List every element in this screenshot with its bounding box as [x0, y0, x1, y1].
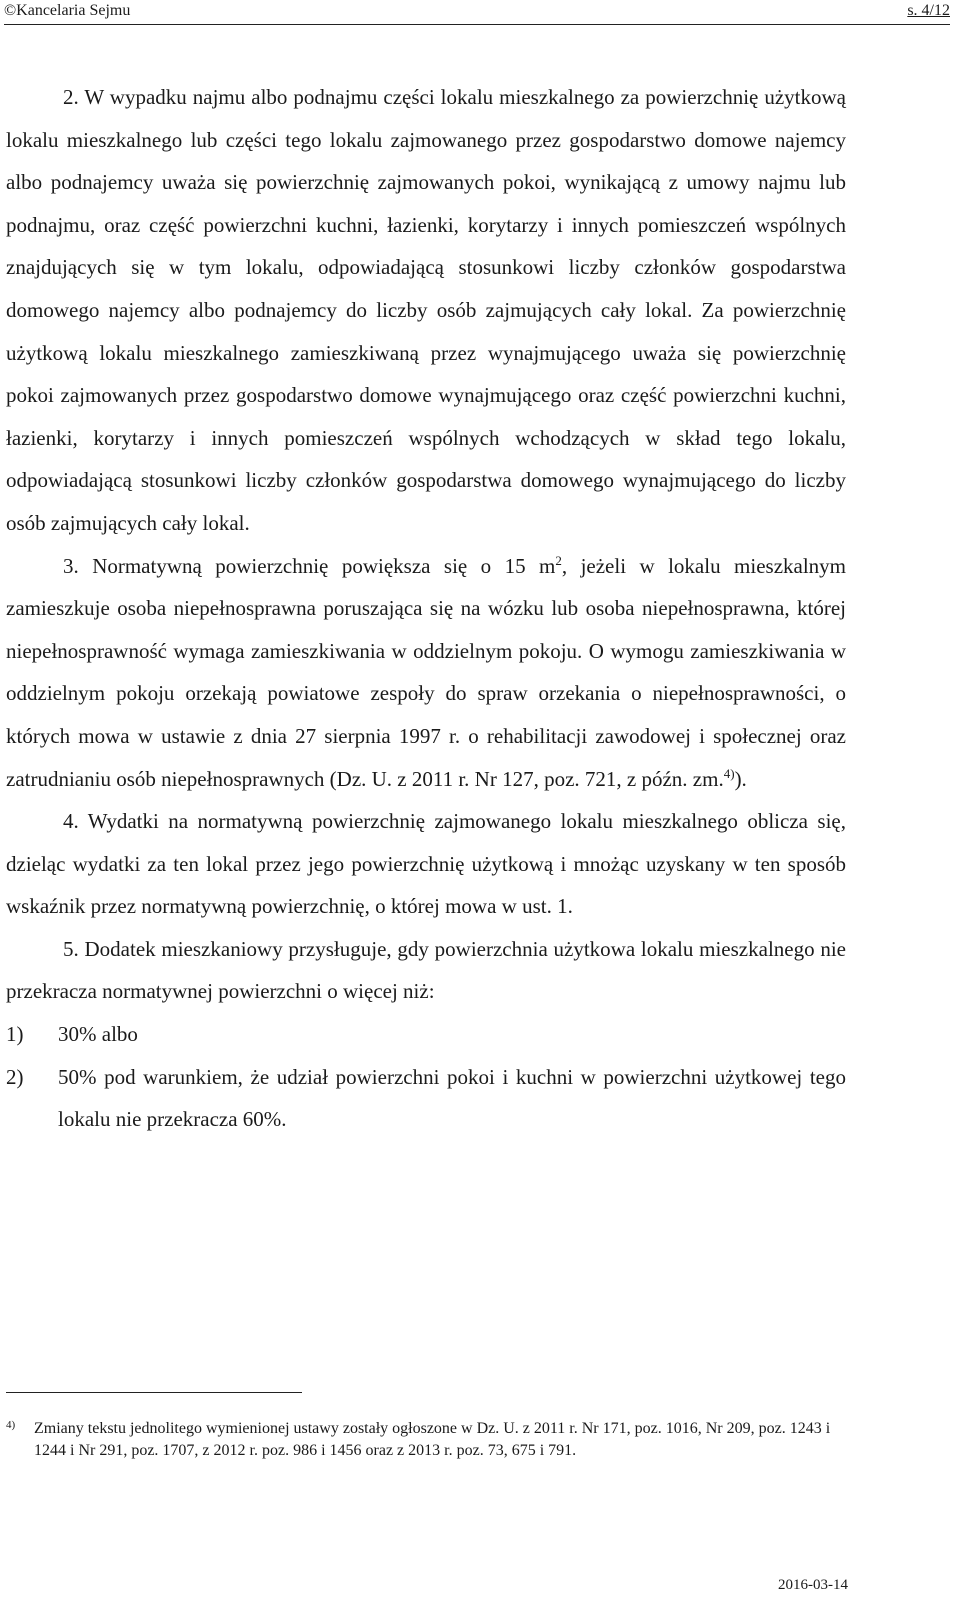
page-number-link[interactable]: s. 4/12 — [907, 2, 950, 19]
list-item — [6, 1013, 846, 1056]
list-item-text: 30% albo — [58, 1022, 138, 1047]
document-date: 2016-03-14 — [778, 1577, 848, 1593]
footnote — [6, 1418, 851, 1462]
page-number[interactable] — [907, 2, 950, 20]
paragraph-3-text-a: 3. Normatywną powierzchnię powiększa się o 15 m — [63, 553, 556, 578]
list-item-text: 50% pod warunkiem, że udział powierzchni pokoi i kuchni w powierzchni użytkowej tego lokalu nie przekracza 60%. — [58, 1064, 846, 1132]
copyright-label: ©Kancelaria Sejmu — [4, 2, 131, 19]
paragraph-3-text-b: , jeżeli w lokalu mieszkalnym zamieszkuje osoba niepełnosprawna poruszająca się na wózku lub osoba niepełnosprawna, której niepełnosprawność wymaga zamieszkiwania w oddzielnym pokoju. O wymogu zamieszkiwania w oddzielnym pokoju orzekają powiatowe zespoły do spraw orzekania o niepełnosprawności, o których mowa w ustawie z dnia 27 sierpnia 1997 r. o rehabilitacji zawodowej i społecznej oraz zatrudnianiu osób niepełnosprawnych (Dz. U. z 2011 r. Nr 127, poz. 721, z późn. zm. — [6, 553, 847, 791]
document-body — [6, 76, 846, 1141]
paragraph-2: 2. W wypadku najmu albo podnajmu części lokalu mieszkalnego za powierzchnię użytkową lokalu mieszkalnego lub części tego lokalu zajmowanego przez gospodarstwo domowe najemcy albo podnajemcy uważa się powierzchnię zajmowanych pokoi, wynikającą z umowy najmu lub podnajmu, oraz część powierzchni kuchni, łazienki, korytarzy i innych pomieszczeń wspólnych znajdujących się w tym lokalu, odpowiadającą stosunkowi liczby członków gospodarstwa domowego najemcy albo podnajemcy do liczby osób zajmujących cały lokal. Za powierzchnię użytkową lokalu mieszkalnego zamieszkiwaną przez wynajmującego uważa się powierzchnię pokoi zajmowanych przez gospodarstwo domowe wynajmującego oraz część powierzchni kuchni, łazienki, korytarzy i innych pomieszczeń wspólnych wchodzących w skład tego lokalu, odpowiadającą stosunkowi liczby członków gospodarstwa domowego wynajmującego do liczby osób zajmujących cały lokal. — [6, 85, 846, 535]
paragraph-3-text-c: ). — [734, 766, 747, 791]
footnote-reference[interactable]: 4) — [723, 765, 735, 781]
paragraph-4: 4. Wydatki na normatywną powierzchnię zajmowanego lokalu mieszkalnego oblicza się, dzieląc wydatki za ten lokal przez jego powierzchnię użytkową i mnożąc uzyskany w ten sposób wskaźnik przez normatywną powierzchnię, o której mowa w ust. 1. — [6, 809, 846, 919]
list-item-number: 1) — [6, 1022, 24, 1047]
footnote-text: Zmiany tekstu jednolitego wymienionej ustawy zostały ogłoszone w Dz. U. z 2011 r. Nr 171, poz. 1016, Nr 209, poz. 1243 i 1244 i Nr 291, poz. 1707, z 2012 r. poz. 986 i 1456 oraz z 2013 r. poz. 73, 675 i 791. — [34, 1420, 831, 1459]
paragraph-5: 5. Dodatek mieszkaniowy przysługuje, gdy powierzchnia użytkowa lokalu mieszkalnego nie przekracza normatywnej powierzchni o więcej niż: — [6, 936, 846, 1004]
list-item — [6, 1056, 846, 1141]
superscript-2: 2 — [555, 552, 562, 568]
list-item-number: 2) — [6, 1064, 24, 1089]
footnote-mark: 4) — [6, 1419, 16, 1431]
page-header — [4, 2, 950, 25]
paragraph-3 — [6, 545, 846, 801]
footnote-separator — [6, 1392, 302, 1393]
